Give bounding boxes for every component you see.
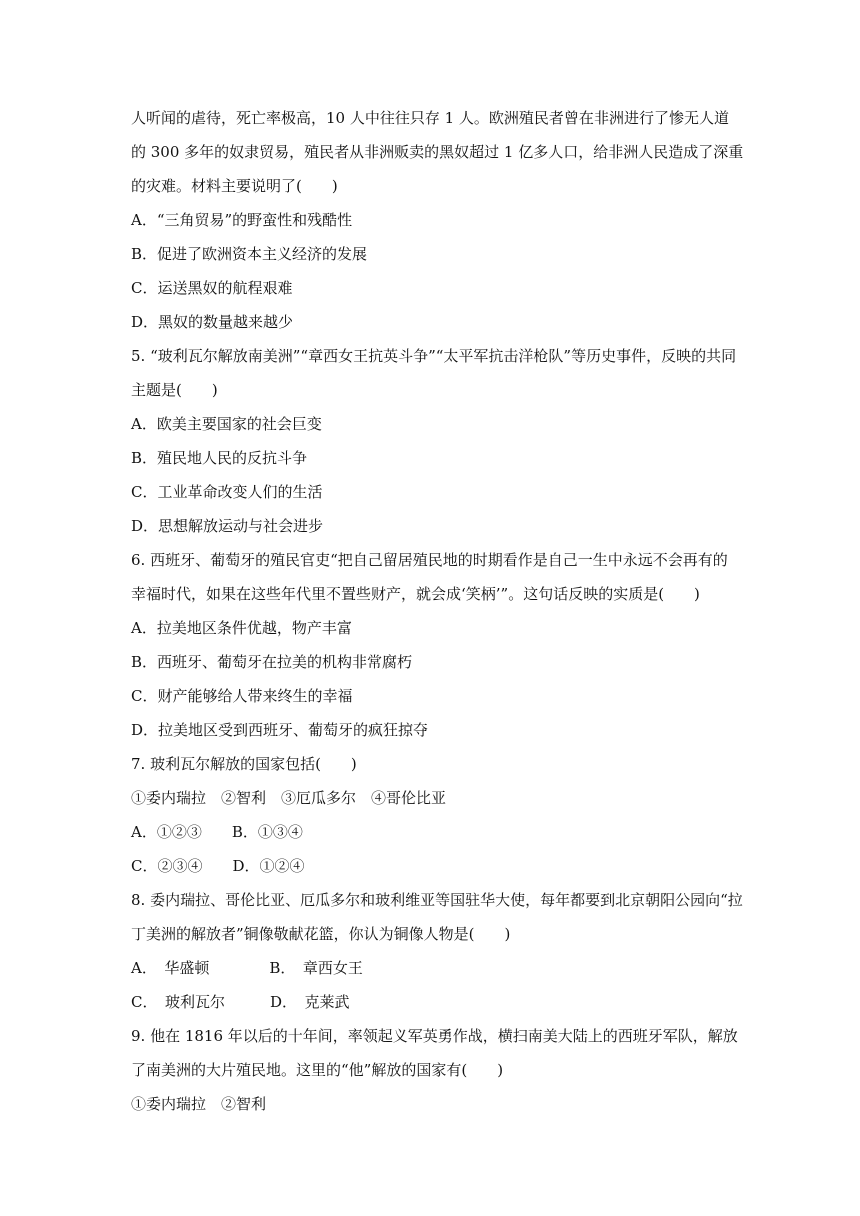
statement-line: ①委内瑞拉 ②智利: [131, 1095, 267, 1113]
option-line: B．西班牙、葡萄牙在拉美的机构非常腐朽: [131, 653, 413, 671]
option-line: C．工业革命改变人们的生活: [131, 483, 323, 501]
question-line: 丁美洲的解放者”铜像敬献花篮，你认为铜像人物是( ): [131, 925, 511, 943]
option-line: C．运送黑奴的航程艰难: [131, 279, 293, 297]
question-line: 9. 他在 1816 年以后的十年间，率领起义军英勇作战，横扫南美大陆上的西班牙军队，解放: [131, 1027, 738, 1045]
text-line: 的灾难。材料主要说明了( ): [131, 177, 338, 195]
question-line: 7. 玻利瓦尔解放的国家包括( ): [131, 755, 357, 773]
question-line: 5. “玻利瓦尔解放南美洲”“章西女王抗英斗争”“太平军抗击洋枪队”等历史事件，反映的共同: [131, 347, 737, 365]
option-line: D．拉美地区受到西班牙、葡萄牙的疯狂掠夺: [131, 721, 429, 739]
question-line: 了南美洲的大片殖民地。这里的“他”解放的国家有( ): [131, 1061, 504, 1079]
statement-line: ①委内瑞拉 ②智利 ③厄瓜多尔 ④哥伦比亚: [131, 789, 447, 807]
question-line: 幸福时代，如果在这些年代里不置些财产，就会成‘笑柄’”。这句话反映的实质是( ): [131, 585, 700, 603]
question-line: 6. 西班牙、葡萄牙的殖民官吏“把自己留居殖民地的时期看作是自己一生中永远不会再有的: [131, 551, 728, 569]
option-line: D．黑奴的数量越来越少: [131, 313, 294, 331]
option-line: C． 玻利瓦尔 D． 克莱武: [131, 993, 350, 1011]
question-line: 8. 委内瑞拉、哥伦比亚、厄瓜多尔和玻利维亚等国驻华大使，每年都要到北京朝阳公园向“拉: [131, 891, 743, 909]
question-line: 主题是( ): [131, 381, 218, 399]
option-line: A．欧美主要国家的社会巨变: [131, 415, 322, 433]
option-line: C．财产能够给人带来终生的幸福: [131, 687, 353, 705]
option-line: A．“三角贸易”的野蛮性和残酷性: [131, 211, 353, 229]
option-line: B．殖民地人民的反抗斗争: [131, 449, 308, 467]
option-line: A． 华盛顿 B． 章西女王: [131, 959, 363, 977]
option-line: C．②③④ D．①②④: [131, 857, 305, 875]
option-line: A．①②③ B．①③④: [131, 823, 303, 841]
option-line: D．思想解放运动与社会进步: [131, 517, 324, 535]
text-line: 的 300 多年的奴隶贸易，殖民者从非洲贩卖的黑奴超过 1 亿多人口，给非洲人民造成了深重: [131, 143, 744, 161]
option-line: B．促进了欧洲资本主义经济的发展: [131, 245, 368, 263]
text-line: 人听闻的虐待，死亡率极高，10 人中往往只存 1 人。欧洲殖民者曾在非洲进行了惨无人道: [131, 109, 729, 127]
option-line: A．拉美地区条件优越，物产丰富: [131, 619, 352, 637]
